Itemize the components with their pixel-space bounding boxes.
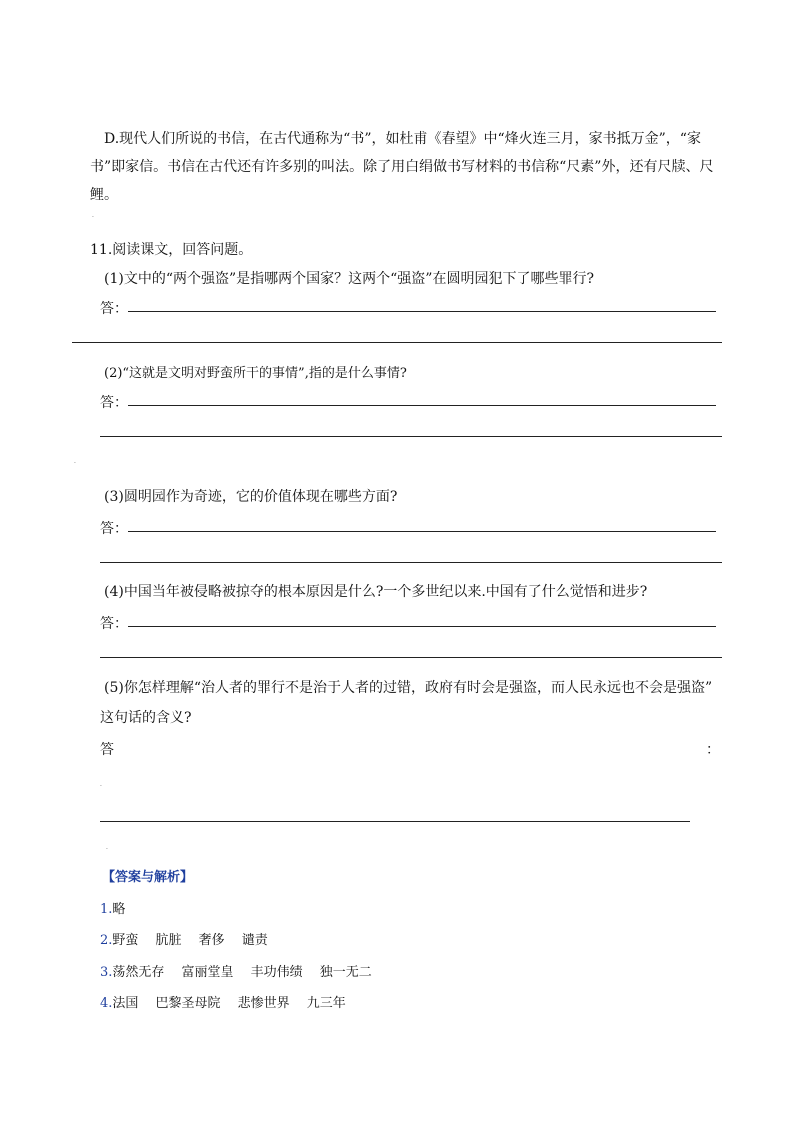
answer-line-1b[interactable] [72,342,722,343]
paragraph-mark: · [106,846,108,853]
answer-item-number: 1. [100,902,113,917]
answer-line-1a[interactable] [128,311,716,312]
answer-label-3: 答： [100,521,128,537]
question-11-title: 11.阅读课文，回答问题。 [90,242,253,258]
sub-question-5-line2: 这句话的含义? [100,710,192,726]
option-d-line2: 书”即家信。书信在古代还有许多别的叫法。除了用白绢做书写材料的书信称“尺素”外，还有尺牍、尺 [90,159,714,175]
sub-question-4: (4)中国当年被侵略被掠夺的根本原因是什么?一个多世纪以来.中国有了什么觉悟和进步? [104,584,648,600]
sub-question-5-line1: (5)你怎样理解“治人者的罪行不是治于人者的过错，政府有时会是强盗，而人民永远也不会是强盗” [104,680,713,696]
answer-line-3a[interactable] [128,531,716,532]
answer-line-4a[interactable] [128,626,716,627]
answer-line-3b[interactable] [100,562,722,563]
answer-label-5: 答 [100,742,114,758]
answer-line-4b[interactable] [100,657,722,658]
answer-item-4 [100,992,346,1011]
answer-item-text: 略 [112,902,126,917]
answer-item-3 [100,961,372,980]
sub-question-1: (1)文中的“两个强盗”是指哪两个国家？这两个“强盗”在圆明园犯下了哪些罪行? [104,271,594,287]
answer-line-2b[interactable] [100,436,722,437]
answer-item-number: 3. [100,965,113,980]
answer-colon-5: ： [706,742,720,758]
answer-label-4: 答： [100,616,128,632]
answers-heading: 【答案与解析】 [102,870,194,885]
paragraph-mark: · [92,214,94,221]
sub-question-2: (2)“这就是文明对野蛮所干的事情”,指的是什么事情? [104,366,407,381]
answer-item-text: 野蛮 肮脏 奢侈 谴责 [112,933,268,948]
answer-label-2: 答： [100,395,128,411]
paragraph-mark: · [100,783,102,790]
paragraph-mark: · [74,460,76,467]
answer-item-number: 4. [100,996,113,1011]
option-d-line3: 鲤。 [90,187,118,203]
answer-item-1 [100,898,125,917]
answer-item-2 [100,929,268,948]
answer-item-text: 荡然无存 富丽堂皇 丰功伟绩 独一无二 [112,965,372,980]
answer-item-number: 2. [100,933,113,948]
sub-question-3: (3)圆明园作为奇迹，它的价值体现在哪些方面? [104,489,398,505]
option-d-line1: D.现代人们所说的书信，在古代通称为“书”，如杜甫《春望》中“烽火连三月，家书抵万金”，“家 [104,131,701,147]
answer-label-1: 答： [100,301,128,317]
answer-item-text: 法国 巴黎圣母院 悲惨世界 九三年 [112,996,346,1011]
answer-line-2a[interactable] [128,405,716,406]
answer-line-5[interactable] [100,821,690,822]
